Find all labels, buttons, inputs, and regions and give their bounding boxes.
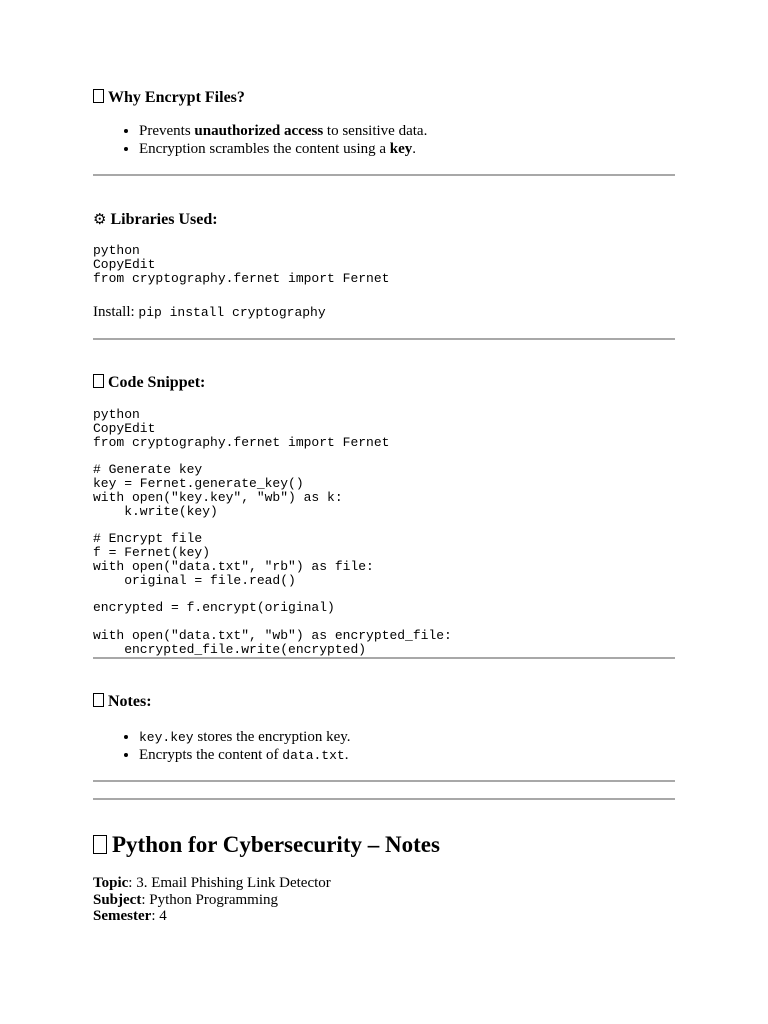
section-heading-why-encrypt: Why Encrypt Files?: [93, 88, 245, 108]
divider: [93, 657, 675, 659]
topic-line: Topic: 3. Email Phishing Link Detector: [93, 875, 331, 891]
snippet-code-block: python CopyEdit from cryptography.fernet import Fernet # Generate key key = Fernet.generate_key() with open("key.key", "wb") as k: k.write(key) # Encrypt file f = Fernet(key) with open("data.txt", "rb") as file: original = file.read() encrypted = f.encrypt(original) with open("data.txt", "wb") as encrypted_file: encrypted_file.write(encrypted): [93, 407, 452, 657]
list-item: • Encrypts the content of data.txt.: [139, 747, 351, 765]
missing-glyph-icon: [93, 374, 104, 388]
list-item: • Prevents unauthorized access to sensitive data.: [139, 123, 427, 141]
divider: [93, 798, 675, 800]
page-title: Python for Cybersecurity – Notes: [93, 831, 440, 859]
subject-line: Subject: Python Programming: [93, 892, 279, 908]
semester-line: Semester: 4: [93, 908, 167, 924]
missing-glyph-icon: [93, 89, 104, 103]
divider: [93, 338, 675, 340]
libraries-code-block: python CopyEdit from cryptography.fernet import Fernet: [93, 243, 390, 286]
gear-icon: ⚙: [93, 210, 107, 228]
divider: [93, 174, 675, 176]
divider: [93, 780, 675, 782]
why-encrypt-list: [93, 123, 427, 158]
section-heading-code-snippet: Code Snippet:: [93, 373, 205, 393]
install-command: pip install cryptography: [138, 305, 326, 320]
list-item: • Encryption scrambles the content using a key.: [139, 141, 427, 159]
notes-list: [93, 729, 351, 764]
install-line: Install: pip install cryptography: [93, 304, 326, 320]
section-heading-notes: Notes:: [93, 692, 152, 712]
missing-glyph-icon: [93, 835, 107, 854]
section-heading-libraries: ⚙ Libraries Used:: [93, 210, 218, 228]
missing-glyph-icon: [93, 693, 104, 707]
list-item: • key.key stores the encryption key.: [139, 729, 351, 747]
